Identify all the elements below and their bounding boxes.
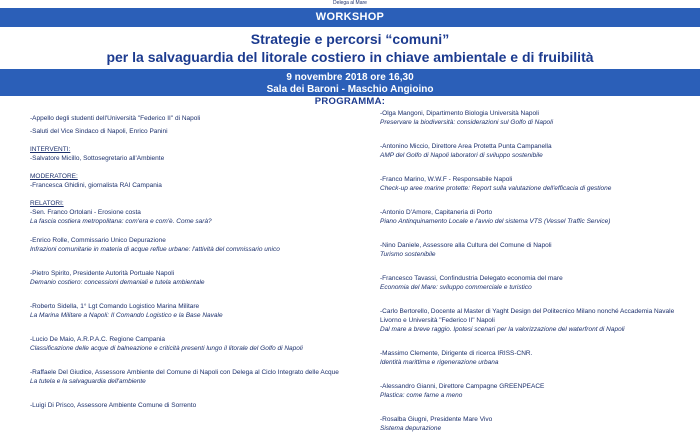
date-venue-band xyxy=(0,69,700,96)
speaker-topic: Classificazione delle acque di balneazione e criticità presenti lungo il litorale del Golfo di Napoli xyxy=(30,345,303,352)
title-area xyxy=(0,27,700,69)
speaker-topic: Sistema depurazione xyxy=(380,425,442,432)
speaker-entry xyxy=(380,142,690,160)
speaker-name: -Rosalba Giugni, Presidente Mare Vivo xyxy=(380,416,493,423)
speaker-topic: Infrazioni comunitarie in materia di acque reflue urbane: l'attività del commissario unico xyxy=(30,246,280,253)
speaker-name: -Luigi Di Prisco, Assessore Ambiente Comune di Sorrento xyxy=(30,402,197,409)
workshop-label: WORKSHOP xyxy=(315,11,385,23)
speaker-topic: Identità marittima e rigenerazione urbana xyxy=(380,359,499,366)
speaker-topic: Dal mare a breve raggio. Ipotesi scenari per la valorizzazione del waterfront di Napoli xyxy=(380,326,625,333)
speaker-topic: Piano Antinquinamento Locale e l'avvio del sistema VTS (Vessel Traffic Service) xyxy=(380,218,611,225)
relatori-section xyxy=(30,199,360,226)
speaker-topic: Plastica: come farne a meno xyxy=(380,392,463,399)
speaker-topic: La tutela e la salvaguardia dell'ambiente xyxy=(30,378,146,385)
speaker-entry xyxy=(380,349,690,367)
speaker-name-continued: Livorno e Università "Federico II" Napoli xyxy=(380,317,495,324)
event-date-time: 9 novembre 2018 ore 16,30 xyxy=(286,72,414,83)
list-item: -Saluti del Vice Sindaco di Napoli, Enrico Panini xyxy=(30,128,168,135)
speaker-entry xyxy=(380,175,690,193)
list-item: -Salvatore Micillo, Sottosegretario all'Ambiente xyxy=(30,155,165,162)
speaker-name: -Antonino Miccio, Direttore Area Protetta Punta Campanella xyxy=(380,143,552,150)
opening-remarks xyxy=(30,114,360,136)
speaker-name: -Sen. Franco Ortolani - Erosione costa xyxy=(30,209,141,216)
speaker-topic: Demanio costiero: concessioni demaniali e tutela ambientale xyxy=(30,279,205,286)
speaker-topic: La Marina Militare a Napoli: Il Comando Logistico e la Base Navale xyxy=(30,312,223,319)
speaker-name: -Enrico Rolle, Commissario Unico Depurazione xyxy=(30,237,166,244)
speaker-entry xyxy=(380,109,690,127)
program-left-column xyxy=(30,107,360,425)
program-right-column xyxy=(380,107,690,448)
speaker-entry xyxy=(380,274,690,292)
moderatore-section xyxy=(30,172,360,190)
relatori-label: RELATORI: xyxy=(30,200,64,207)
speaker-topic: Preservare la biodiversità: considerazioni sul Golfo di Napoli xyxy=(380,119,554,126)
speaker-entry xyxy=(30,236,360,254)
interventi-section xyxy=(30,145,360,163)
speaker-entry xyxy=(30,269,360,287)
speaker-topic: La fascia costiera metropolitana: com'era e com'è. Come sarà? xyxy=(30,218,212,225)
speaker-topic: AMP del Golfo di Napoli laboratori di sviluppo sostenibile xyxy=(380,152,543,159)
speaker-topic: Check-up aree marine protette: Report sulla valutazione dell'efficacia di gestione xyxy=(380,185,612,192)
speaker-name: -Alessandro Gianni, Direttore Campagne GREENPEACE xyxy=(380,383,545,390)
speaker-name: -Carlo Bertorello, Docente al Master di Yaght Design del Politecnico Milano nonché Accademia Navale xyxy=(380,308,675,315)
speaker-topic: Turismo sostenibile xyxy=(380,251,436,258)
speaker-entry xyxy=(380,307,690,334)
interventi-label: INTERVENTI: xyxy=(30,146,71,153)
speaker-name: -Massimo Clemente, Dirigente di ricerca IRISS-CNR. xyxy=(380,350,533,357)
title-line-2: per la salvaguardia del litorale costiero in chiave ambientale e di fruibilità xyxy=(106,49,594,65)
logo-caption: Delega al Mare xyxy=(333,0,367,6)
speaker-entry xyxy=(30,368,360,386)
workshop-band xyxy=(0,8,700,27)
list-item: -Francesca Ghidini, giornalista RAI Campania xyxy=(30,182,162,189)
speaker-entry xyxy=(30,335,360,353)
speaker-name: -Raffaele Del Giudice, Assessore Ambiente del Comune di Napoli con Delega al Ciclo Integrato delle Acque xyxy=(30,369,339,376)
event-venue: Sala dei Baroni - Maschio Angioino xyxy=(266,84,434,95)
moderatore-label: MODERATORE: xyxy=(30,173,78,180)
speaker-name: -Franco Marino, W.W.F - Responsabile Napoli xyxy=(380,176,513,183)
speaker-name: -Lucio De Maio, A.R.P.A.C. Regione Campania xyxy=(30,336,166,343)
speaker-name: -Antonio D'Amore, Capitaneria di Porto xyxy=(380,209,493,216)
speaker-entry xyxy=(380,241,690,259)
speaker-name: -Nino Daniele, Assessore alla Cultura del Comune di Napoli xyxy=(380,242,552,249)
speaker-name: -Pietro Spirito, Presidente Autorità Portuale Napoli xyxy=(30,270,175,277)
speaker-entry xyxy=(30,401,360,410)
programma-heading: PROGRAMMA: xyxy=(314,96,386,107)
speaker-topic: Economia del Mare: sviluppo commerciale e turistico xyxy=(380,284,532,291)
speaker-entry xyxy=(380,382,690,400)
speaker-name: -Olga Mangoni, Dipartimento Biologia Università Napoli xyxy=(380,110,539,117)
speaker-entry xyxy=(380,208,690,226)
speaker-entry xyxy=(30,302,360,320)
speaker-name: -Francesco Tavassi, Confindustria Delegato economia del mare xyxy=(380,275,563,282)
list-item: -Appello degli studenti dell'Università "Federico II" di Napoli xyxy=(30,115,201,122)
title-line-1: Strategie e percorsi “comuni” xyxy=(250,31,450,47)
speaker-name: -Roberto Sidella, 1° Lgt Comando Logistico Marina Militare xyxy=(30,303,200,310)
speaker-entry xyxy=(380,415,690,433)
